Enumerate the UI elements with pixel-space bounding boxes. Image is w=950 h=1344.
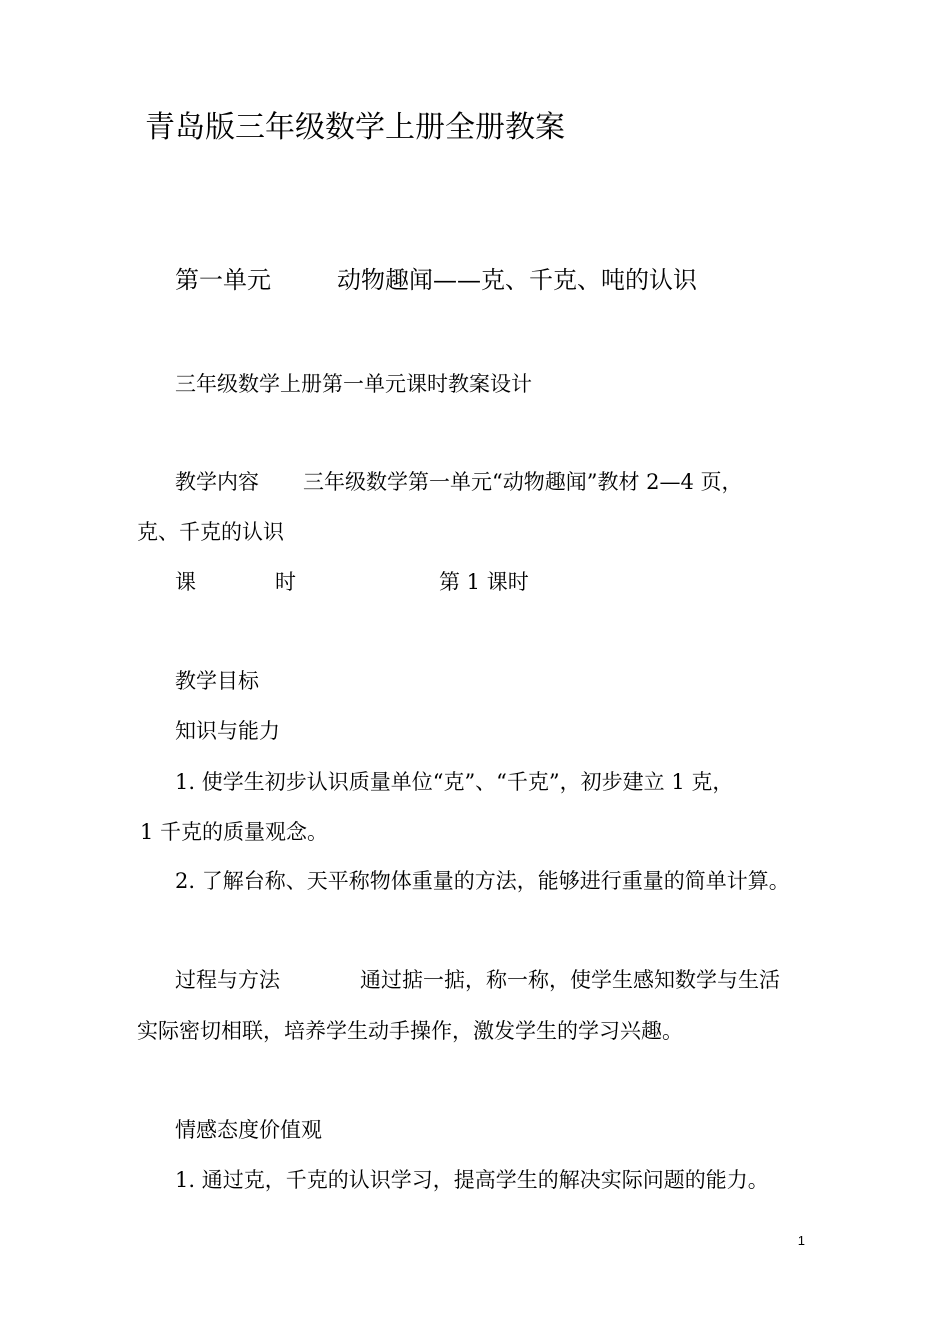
page-number: 1 — [797, 1233, 805, 1248]
period-label-2: 时 — [275, 570, 296, 594]
unit-label: 第一单元 — [175, 266, 271, 294]
emotion-item-1: 1. 通过克，千克的认识学习，提高学生的解决实际问题的能力。 — [175, 1168, 769, 1192]
process-row — [175, 966, 780, 994]
process-text: 通过掂一掂，称一称，使学生感知数学与生活 — [360, 968, 780, 992]
objective-item-2: 2. 了解台称、天平称物体重量的方法，能够进行重量的简单计算。 — [175, 869, 790, 893]
process-continuation: 实际密切相联，培养学生动手操作，激发学生的学习兴趣。 — [137, 1019, 683, 1043]
period-label-1: 课 — [175, 570, 196, 594]
emotion-heading: 情感态度价值观 — [175, 1118, 322, 1142]
teaching-content-text: 三年级数学第一单元“动物趣闻”教材 2—4 页， — [303, 470, 743, 494]
objective-item-1: 1. 使学生初步认识质量单位“克”、“千克”，初步建立 1 克， — [175, 770, 734, 794]
objectives-heading: 教学目标 — [175, 669, 259, 693]
teaching-content-row — [175, 468, 743, 496]
lesson-subtitle: 三年级数学上册第一单元课时教案设计 — [175, 372, 532, 396]
period-value: 第 1 课时 — [439, 570, 529, 594]
knowledge-heading: 知识与能力 — [175, 719, 280, 743]
unit-heading — [175, 264, 697, 296]
teaching-content-continuation: 克、千克的认识 — [137, 520, 284, 544]
process-label: 过程与方法 — [175, 968, 280, 992]
teaching-content-label: 教学内容 — [175, 470, 259, 494]
document-title: 青岛版三年级数学上册全册教案 — [145, 110, 565, 145]
objective-item-1-continuation: 1 千克的质量观念。 — [140, 820, 329, 844]
unit-name: 动物趣闻——克、千克、吨的认识 — [337, 266, 697, 294]
lesson-period-row — [175, 568, 529, 596]
